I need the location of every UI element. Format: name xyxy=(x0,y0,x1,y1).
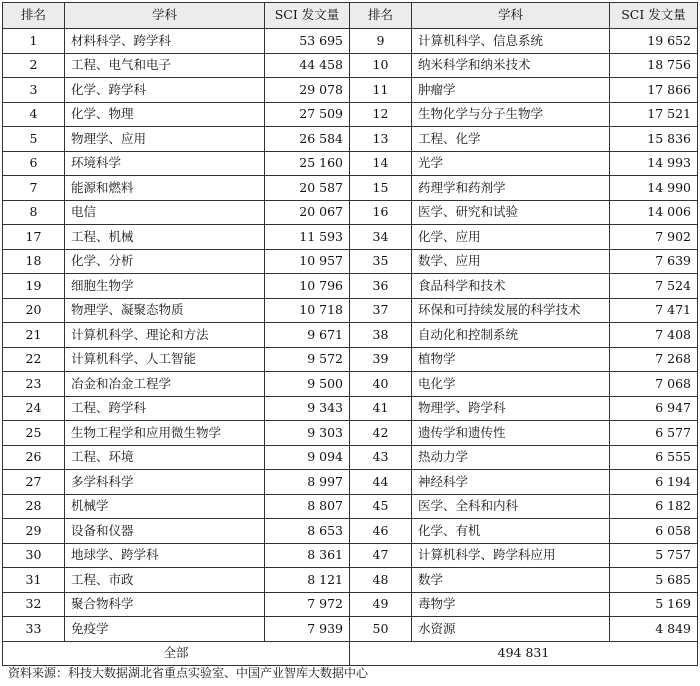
rank-cell: 47 xyxy=(350,543,412,568)
count-cell: 19 652 xyxy=(610,29,698,54)
rank-cell: 49 xyxy=(350,592,412,617)
header-subject-left: 学科 xyxy=(65,3,265,29)
count-cell: 17 866 xyxy=(610,78,698,103)
subject-cell: 多学科科学 xyxy=(65,470,265,495)
count-cell: 8 121 xyxy=(265,568,350,593)
count-cell: 9 094 xyxy=(265,445,350,470)
table-row xyxy=(3,543,698,568)
count-cell: 7 471 xyxy=(610,298,698,323)
subject-cell: 聚合物科学 xyxy=(65,592,265,617)
table-row xyxy=(3,78,698,103)
table-row xyxy=(3,347,698,372)
count-cell: 10 796 xyxy=(265,274,350,299)
count-cell: 9 303 xyxy=(265,421,350,446)
subject-cell: 免疫学 xyxy=(65,617,265,642)
subject-cell: 化学、应用 xyxy=(412,225,610,250)
rank-cell: 31 xyxy=(3,568,65,593)
subject-cell: 工程、机械 xyxy=(65,225,265,250)
rank-cell: 42 xyxy=(350,421,412,446)
header-rank-left: 排名 xyxy=(3,3,65,29)
count-cell: 15 836 xyxy=(610,127,698,152)
subject-cell: 电化学 xyxy=(412,372,610,397)
header-subject-right: 学科 xyxy=(412,3,610,29)
rank-cell: 3 xyxy=(3,78,65,103)
count-cell: 20 587 xyxy=(265,176,350,201)
header-count-right: SCI 发文量 xyxy=(610,3,698,29)
table-row xyxy=(3,323,698,348)
rank-cell: 46 xyxy=(350,519,412,544)
total-label: 全部 xyxy=(3,641,350,666)
count-cell: 6 058 xyxy=(610,519,698,544)
subject-cell: 物理学、跨学科 xyxy=(412,396,610,421)
header-rank-right: 排名 xyxy=(350,3,412,29)
subject-cell: 化学、跨学科 xyxy=(65,78,265,103)
subject-cell: 光学 xyxy=(412,151,610,176)
subject-cell: 水资源 xyxy=(412,617,610,642)
subject-cell: 冶金和冶金工程学 xyxy=(65,372,265,397)
rank-cell: 17 xyxy=(3,225,65,250)
rank-cell: 11 xyxy=(350,78,412,103)
count-cell: 27 509 xyxy=(265,102,350,127)
subject-cell: 能源和燃料 xyxy=(65,176,265,201)
header-count-left: SCI 发文量 xyxy=(265,3,350,29)
subject-cell: 化学、物理 xyxy=(65,102,265,127)
rank-cell: 28 xyxy=(3,494,65,519)
rank-cell: 26 xyxy=(3,445,65,470)
rank-cell: 32 xyxy=(3,592,65,617)
count-cell: 8 653 xyxy=(265,519,350,544)
table-row xyxy=(3,102,698,127)
subject-cell: 计算机科学、人工智能 xyxy=(65,347,265,372)
rank-cell: 7 xyxy=(3,176,65,201)
table-row xyxy=(3,519,698,544)
rank-cell: 20 xyxy=(3,298,65,323)
table-row xyxy=(3,470,698,495)
count-cell: 10 957 xyxy=(265,249,350,274)
subject-cell: 肿瘤学 xyxy=(412,78,610,103)
rank-cell: 5 xyxy=(3,127,65,152)
table-row xyxy=(3,568,698,593)
count-cell: 8 361 xyxy=(265,543,350,568)
subject-cell: 药理学和药剂学 xyxy=(412,176,610,201)
subject-cell: 地球学、跨学科 xyxy=(65,543,265,568)
rank-cell: 41 xyxy=(350,396,412,421)
count-cell: 7 902 xyxy=(610,225,698,250)
total-value: 494 831 xyxy=(350,641,698,666)
rank-cell: 29 xyxy=(3,519,65,544)
table-row xyxy=(3,372,698,397)
table-row xyxy=(3,396,698,421)
count-cell: 26 584 xyxy=(265,127,350,152)
count-cell: 44 458 xyxy=(265,53,350,78)
count-cell: 7 408 xyxy=(610,323,698,348)
rank-cell: 27 xyxy=(3,470,65,495)
rank-cell: 10 xyxy=(350,53,412,78)
subject-cell: 计算机科学、信息系统 xyxy=(412,29,610,54)
subject-cell: 生物工程学和应用微生物学 xyxy=(65,421,265,446)
subject-cell: 工程、电气和电子 xyxy=(65,53,265,78)
subject-cell: 物理学、应用 xyxy=(65,127,265,152)
subject-cell: 热动力学 xyxy=(412,445,610,470)
rank-cell: 9 xyxy=(350,29,412,54)
count-cell: 4 849 xyxy=(610,617,698,642)
table-row xyxy=(3,225,698,250)
subject-cell: 自动化和控制系统 xyxy=(412,323,610,348)
count-cell: 7 268 xyxy=(610,347,698,372)
table-row xyxy=(3,592,698,617)
subject-cell: 工程、跨学科 xyxy=(65,396,265,421)
rank-cell: 18 xyxy=(3,249,65,274)
count-cell: 9 671 xyxy=(265,323,350,348)
subject-cell: 计算机科学、理论和方法 xyxy=(65,323,265,348)
count-cell: 6 194 xyxy=(610,470,698,495)
subject-cell: 医学、全科和内科 xyxy=(412,494,610,519)
subject-cell: 植物学 xyxy=(412,347,610,372)
table-row xyxy=(3,29,698,54)
table-row xyxy=(3,249,698,274)
rank-cell: 13 xyxy=(350,127,412,152)
count-cell: 14 006 xyxy=(610,200,698,225)
subject-cell: 细胞生物学 xyxy=(65,274,265,299)
count-cell: 53 695 xyxy=(265,29,350,54)
count-cell: 18 756 xyxy=(610,53,698,78)
source-note: 资料来源：科技大数据湖北省重点实验室、中国产业智库大数据中心 xyxy=(8,666,369,680)
subject-cell: 化学、分析 xyxy=(65,249,265,274)
table-row xyxy=(3,445,698,470)
rank-cell: 33 xyxy=(3,617,65,642)
table-row xyxy=(3,421,698,446)
table-row xyxy=(3,200,698,225)
count-cell: 14 993 xyxy=(610,151,698,176)
rank-cell: 48 xyxy=(350,568,412,593)
subject-cell: 电信 xyxy=(65,200,265,225)
count-cell: 5 169 xyxy=(610,592,698,617)
count-cell: 20 067 xyxy=(265,200,350,225)
count-cell: 17 521 xyxy=(610,102,698,127)
subject-cell: 医学、研究和试验 xyxy=(412,200,610,225)
rank-cell: 39 xyxy=(350,347,412,372)
rank-cell: 35 xyxy=(350,249,412,274)
count-cell: 6 182 xyxy=(610,494,698,519)
subject-cell: 设备和仪器 xyxy=(65,519,265,544)
rank-cell: 36 xyxy=(350,274,412,299)
table-header-row xyxy=(3,3,698,29)
total-row xyxy=(3,641,698,666)
subject-cell: 计算机科学、跨学科应用 xyxy=(412,543,610,568)
table-row xyxy=(3,151,698,176)
count-cell: 11 593 xyxy=(265,225,350,250)
rank-cell: 45 xyxy=(350,494,412,519)
count-cell: 6 577 xyxy=(610,421,698,446)
subject-cell: 纳米科学和纳米技术 xyxy=(412,53,610,78)
count-cell: 8 997 xyxy=(265,470,350,495)
count-cell: 25 160 xyxy=(265,151,350,176)
rank-cell: 14 xyxy=(350,151,412,176)
subject-cell: 数学 xyxy=(412,568,610,593)
count-cell: 29 078 xyxy=(265,78,350,103)
subject-cell: 机械学 xyxy=(65,494,265,519)
rank-cell: 2 xyxy=(3,53,65,78)
rank-cell: 43 xyxy=(350,445,412,470)
rank-cell: 16 xyxy=(350,200,412,225)
count-cell: 5 757 xyxy=(610,543,698,568)
rank-cell: 38 xyxy=(350,323,412,348)
count-cell: 7 524 xyxy=(610,274,698,299)
rank-cell: 25 xyxy=(3,421,65,446)
rank-cell: 8 xyxy=(3,200,65,225)
rank-cell: 12 xyxy=(350,102,412,127)
rank-cell: 40 xyxy=(350,372,412,397)
rank-cell: 34 xyxy=(350,225,412,250)
table-row xyxy=(3,494,698,519)
rank-cell: 19 xyxy=(3,274,65,299)
count-cell: 9 343 xyxy=(265,396,350,421)
count-cell: 6 947 xyxy=(610,396,698,421)
rank-cell: 22 xyxy=(3,347,65,372)
subject-cell: 遗传学和遗传性 xyxy=(412,421,610,446)
rank-cell: 15 xyxy=(350,176,412,201)
sci-ranking-table xyxy=(2,2,698,666)
subject-cell: 神经科学 xyxy=(412,470,610,495)
table-row xyxy=(3,617,698,642)
rank-cell: 50 xyxy=(350,617,412,642)
count-cell: 7 939 xyxy=(265,617,350,642)
rank-cell: 1 xyxy=(3,29,65,54)
count-cell: 8 807 xyxy=(265,494,350,519)
rank-cell: 30 xyxy=(3,543,65,568)
table-row xyxy=(3,298,698,323)
rank-cell: 4 xyxy=(3,102,65,127)
subject-cell: 食品科学和技术 xyxy=(412,274,610,299)
table-row xyxy=(3,274,698,299)
rank-cell: 23 xyxy=(3,372,65,397)
rank-cell: 21 xyxy=(3,323,65,348)
subject-cell: 工程、环境 xyxy=(65,445,265,470)
count-cell: 9 500 xyxy=(265,372,350,397)
table-row xyxy=(3,127,698,152)
count-cell: 14 990 xyxy=(610,176,698,201)
subject-cell: 化学、有机 xyxy=(412,519,610,544)
count-cell: 6 555 xyxy=(610,445,698,470)
subject-cell: 工程、市政 xyxy=(65,568,265,593)
count-cell: 7 068 xyxy=(610,372,698,397)
count-cell: 10 718 xyxy=(265,298,350,323)
table-body xyxy=(3,29,698,642)
rank-cell: 24 xyxy=(3,396,65,421)
count-cell: 7 972 xyxy=(265,592,350,617)
subject-cell: 物理学、凝聚态物质 xyxy=(65,298,265,323)
rank-cell: 6 xyxy=(3,151,65,176)
rank-cell: 44 xyxy=(350,470,412,495)
table-row xyxy=(3,53,698,78)
count-cell: 9 572 xyxy=(265,347,350,372)
subject-cell: 毒物学 xyxy=(412,592,610,617)
subject-cell: 工程、化学 xyxy=(412,127,610,152)
subject-cell: 环保和可持续发展的科学技术 xyxy=(412,298,610,323)
count-cell: 5 685 xyxy=(610,568,698,593)
subject-cell: 数学、应用 xyxy=(412,249,610,274)
rank-cell: 37 xyxy=(350,298,412,323)
subject-cell: 环境科学 xyxy=(65,151,265,176)
subject-cell: 材料科学、跨学科 xyxy=(65,29,265,54)
table-row xyxy=(3,176,698,201)
count-cell: 7 639 xyxy=(610,249,698,274)
subject-cell: 生物化学与分子生物学 xyxy=(412,102,610,127)
